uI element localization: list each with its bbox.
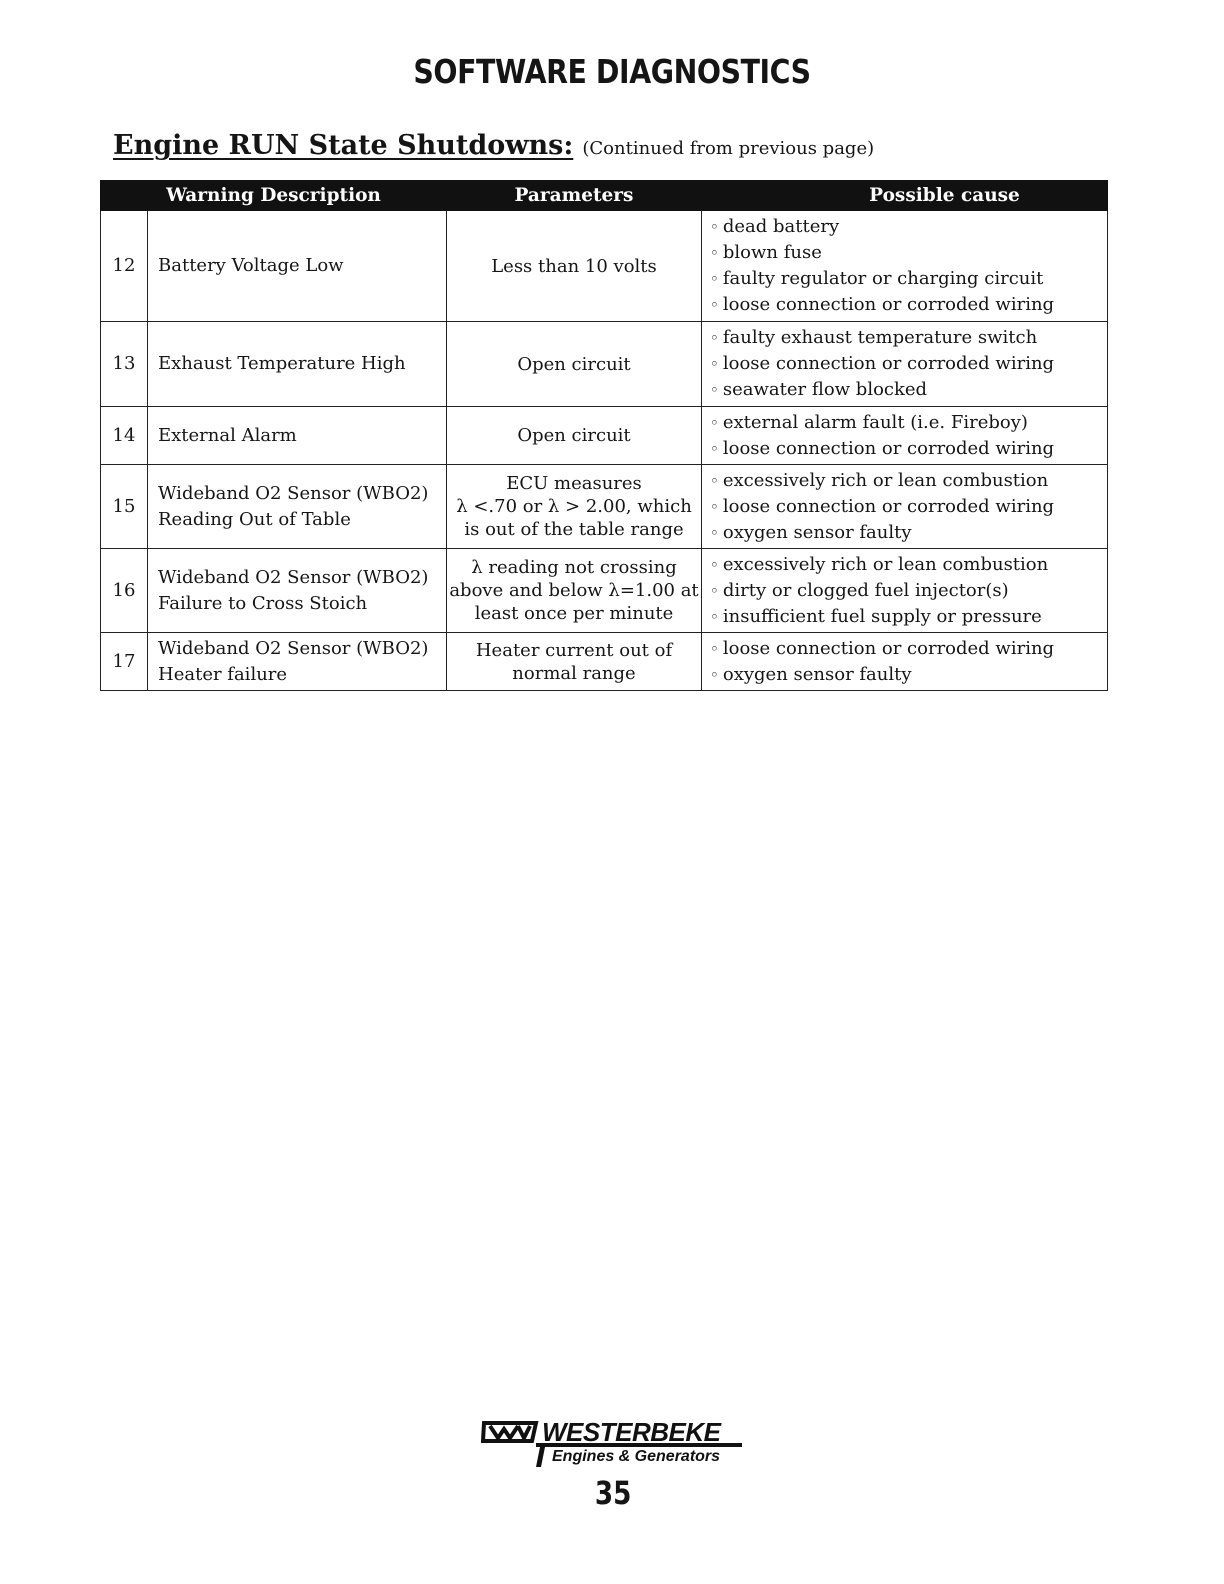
row-number: 17: [101, 633, 148, 691]
cause-item: ◦ loose connection or corroded wiring: [710, 494, 1107, 520]
section-heading: [113, 130, 874, 161]
table-body: [101, 211, 1108, 691]
cause-item: ◦ insufficient fuel supply or pressure: [710, 604, 1107, 630]
possible-causes: [702, 407, 1108, 465]
warning-description: [148, 322, 447, 407]
table-row: [101, 633, 1108, 691]
warning-description: [148, 465, 447, 549]
header-possible-cause: Possible cause: [702, 181, 1108, 211]
warning-description: [148, 549, 447, 633]
page-number: 35: [594, 1474, 632, 1512]
warning-description-line: External Alarm: [158, 424, 297, 446]
continued-note: (Continued from previous page): [582, 138, 875, 159]
cause-item: ◦ external alarm fault (i.e. Fireboy): [710, 410, 1107, 436]
logo-subtitle: Engines & Generators: [552, 1448, 721, 1465]
parameters-line: λ reading not crossing: [471, 557, 677, 578]
cause-item: ◦ excessively rich or lean combustion: [710, 552, 1107, 578]
warning-description-line: Exhaust Temperature High: [158, 353, 406, 374]
parameters: [447, 465, 702, 549]
cause-item: ◦ loose connection or corroded wiring: [710, 636, 1107, 662]
cause-item: ◦ blown fuse: [710, 240, 1107, 266]
parameters-line: Open circuit: [517, 425, 631, 446]
cause-item: ◦ dirty or clogged fuel injector(s): [710, 578, 1107, 604]
warning-description-line: Heater failure: [158, 663, 288, 685]
parameters-line: is out of the table range: [464, 519, 684, 540]
table-row: [101, 322, 1108, 407]
parameters-line: Less than 10 volts: [491, 255, 657, 277]
section-title: Engine RUN State Shutdowns:: [113, 130, 574, 161]
parameters: [447, 549, 702, 633]
warning-description-line: Wideband O2 Sensor (WBO2): [158, 566, 429, 588]
parameters-line: above and below λ=1.00 at: [449, 580, 699, 601]
parameters-line: Heater current out of: [475, 639, 673, 661]
possible-causes: [702, 211, 1108, 322]
possible-causes: [702, 549, 1108, 633]
warning-description: [148, 211, 447, 322]
parameters: [447, 633, 702, 691]
parameters: [447, 407, 702, 465]
warning-description-line: Battery Voltage Low: [158, 255, 344, 276]
cause-item: ◦ faulty regulator or charging circuit: [710, 266, 1107, 292]
logo-name: WESTERBEKE: [542, 1417, 721, 1447]
warning-description: [148, 407, 447, 465]
parameters-line: ECU measures: [506, 473, 642, 494]
cause-item: ◦ excessively rich or lean combustion: [710, 468, 1107, 494]
header-parameters: Parameters: [447, 181, 702, 211]
possible-causes: [702, 465, 1108, 549]
table-row: [101, 211, 1108, 322]
table-row: [101, 549, 1108, 633]
cause-item: ◦ oxygen sensor faulty: [710, 662, 1107, 688]
page-title: SOFTWARE DIAGNOSTICS: [413, 52, 811, 91]
parameters-line: normal range: [512, 662, 636, 684]
warning-description-line: Wideband O2 Sensor (WBO2): [158, 637, 429, 659]
warning-description-line: Failure to Cross Stoich: [158, 592, 368, 614]
warning-description: [148, 633, 447, 691]
cause-item: ◦ loose connection or corroded wiring: [710, 436, 1107, 462]
diagnostics-table: [100, 180, 1108, 691]
parameters: [447, 211, 702, 322]
row-number: 16: [101, 549, 148, 633]
header-warning-description: Warning Description: [101, 181, 447, 211]
cause-item: ◦ seawater flow blocked: [710, 377, 1107, 403]
row-number: 14: [101, 407, 148, 465]
cause-item: ◦ loose connection or corroded wiring: [710, 351, 1107, 377]
row-number: 15: [101, 465, 148, 549]
warning-description-line: Reading Out of Table: [158, 508, 351, 530]
cause-item: ◦ loose connection or corroded wiring: [710, 292, 1107, 318]
possible-causes: [702, 322, 1108, 407]
cause-item: ◦ faulty exhaust temperature switch: [710, 325, 1107, 351]
table-row: [101, 407, 1108, 465]
parameters-line: least once per minute: [474, 603, 674, 624]
parameters: [447, 322, 702, 407]
warning-description-line: Wideband O2 Sensor (WBO2): [158, 482, 429, 504]
westerbeke-logo: [480, 1417, 744, 1471]
table-row: [101, 465, 1108, 549]
cause-item: ◦ oxygen sensor faulty: [710, 520, 1107, 546]
possible-causes: [702, 633, 1108, 691]
parameters-line: λ <.70 or λ > 2.00, which: [456, 496, 692, 517]
row-number: 13: [101, 322, 148, 407]
row-number: 12: [101, 211, 148, 322]
cause-item: ◦ dead battery: [710, 214, 1107, 240]
parameters-line: Open circuit: [517, 353, 631, 375]
table-header-row: [101, 181, 1108, 211]
